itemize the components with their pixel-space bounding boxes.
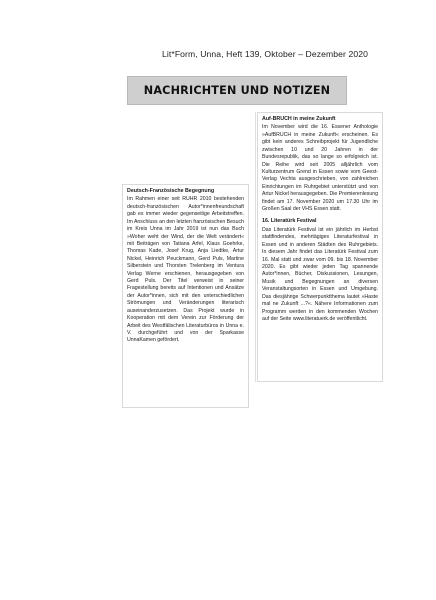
article-headline: 16. Literatürk Festival xyxy=(262,218,317,225)
clipping-left xyxy=(122,184,249,408)
article-deutsch-franzoesische-begegnung xyxy=(127,188,244,345)
column-divider xyxy=(255,112,256,382)
article-body: Im Rahmen einer seit RUHR 2010 bestehenden deutsch-französischen Autor*innenfreundschaft gab es immer wieder gegenseitige Arbeitstreffen. Im Anschluss an den letzten französischen Besuch im Kreis Unna im Jahr 2019 ist nun das Buch »Woher weht der Wind, der die Welt verändert« mit Beiträgen von Tatiana Arfel, Klaus Goehrke, Thomas Kade, Josef Krug, Anja Liedtke, Artur Nickel, Heinrich Peuckmann, Gerd Puls, Martine Silberstein und Thorsten Trelenberg im Ventura Verlag Werne erschienen, herausgegeben von Gerd Puls. Der Titel verweist in seiner Fragestellung bereits auf Intentionen und Ansätze der Autor*innen, sich mit den unterschiedlichen Strömungen und Veränderungen literarisch auseinanderzusetzen. Das Projekt wurde in Kooperation mit dem Verein zur Förderung der Arbeit des Westfälischen Literaturbüros in Unna e. V. durchgeführt und von der Sparkasse UnnaKamen gefördert. xyxy=(127,196,244,344)
section-title: NACHRICHTEN UND NOTIZEN xyxy=(143,84,331,97)
article-literatuerk-festival xyxy=(262,218,378,323)
article-headline: Deutsch-Französische Begegnung xyxy=(127,188,215,194)
clipping-right xyxy=(257,112,383,382)
source-citation: Lit*Form, Unna, Heft 139, Oktober – Dezember 2020 xyxy=(162,49,368,59)
article-body: Im November wird die 16. Essener Anthologie »AufBRUCH in meine Zukunft« erscheinen. Es gibt kein anderes Schreibprojekt für Jugendliche zwischen 10 und 20 Jahren in der Bundesrepublik, das so lange so erfolgreich ist. Die Reihe wird seit 2005 alljährlich vom Kulturzentrum Grend in Essen sowie vom Geest-Verlag Vechta ausgeschrieben, von zahlreichen Einrichtungen im Ruhrgebiet unterstützt und von Artur Nickel herausgegeben. Die Premierenlesung findet am 17. November 2020 um 17.30 Uhr im Großen Saal der VHS Essen statt. xyxy=(262,124,378,213)
article-aufbruch-in-meine-zukunft xyxy=(262,116,378,213)
article-headline: Auf-BRUCH in meine Zukunft xyxy=(262,116,336,122)
section-banner xyxy=(127,76,347,105)
article-body: Das Literatürk Festival ist ein jährlich im Herbst stattfindendes, mehrtägiges Literaturfestival in Essen und in anderen Städten des Ruhrgebiets. In diesem Jahr findet das Literatürk Festival zum 16. Mal statt und zwar vom 09. bis 18. November 2020. Es gibt wieder jeden Tag spannende Autor*innen, Bücher, Diskussionen, Lesungen, Musik und Begegnungen an diversen Veranstaltungsorten in Essen und Umgebung. Das diesjährige Schwerpunktthema lautet »Haste mal ne Zukunft ...?«. Nähere Informationen zum Programm werden in den kommenden Wochen auf der Seite www.literatuerk.de veröffentlicht. xyxy=(262,226,378,322)
